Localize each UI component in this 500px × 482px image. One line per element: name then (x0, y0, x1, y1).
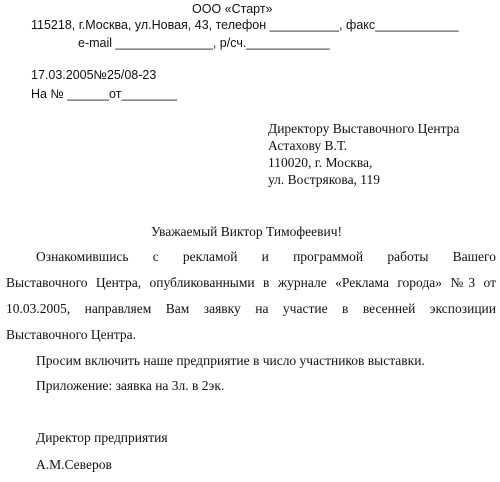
company-address-line: 115218, г.Москва, ул.Новая, 43, телефон __________, факс____________ (31, 18, 459, 32)
attachment-note: Приложение: заявка на 3л. в 2эк. (36, 378, 225, 393)
company-email-line: e-mail ______________, р/сч.____________ (78, 36, 330, 50)
body-paragraph-2: Просим включить наше предприятие в число участников выставки. (36, 353, 425, 368)
paragraph-line: Выставочного Центра, опубликованными в журнале «Реклама города» №3 от (6, 275, 496, 290)
addressee-line: ул. Вострякова, 119 (268, 172, 381, 187)
company-name: ООО «Старт» (192, 2, 273, 16)
addressee-line: Астахову В.Т. (268, 138, 348, 153)
addressee-line: 110020, г. Москва, (268, 155, 373, 170)
paragraph-line: Ознакомившись с рекламой и программой работы Вашего (36, 249, 496, 264)
outgoing-number: 17.03.2005№25/08-23 (31, 68, 157, 82)
paragraph-line: Выставочного Центра. (6, 327, 137, 342)
paragraph-line: 10.03.2005, направляем Вам заявку на участие в весенней экспозиции (6, 301, 496, 316)
signatory-position: Директор предприятия (36, 430, 168, 445)
incoming-reference: На № ______от________ (31, 87, 178, 101)
addressee-line: Директору Выставочного Центра (268, 121, 460, 136)
salutation: Уважаемый Виктор Тимофеевич! (151, 224, 342, 239)
signatory-name: А.М.Северов (36, 457, 112, 472)
